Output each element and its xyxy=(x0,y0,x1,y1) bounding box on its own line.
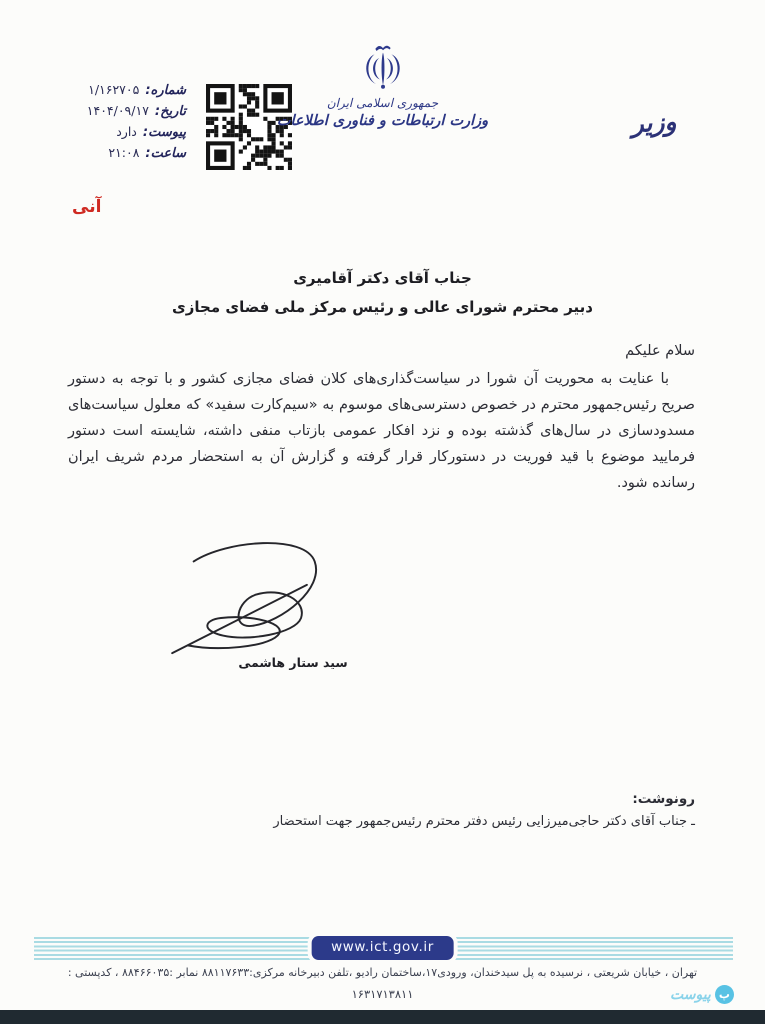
meta-row-attachment xyxy=(48,124,186,140)
body-paragraph: با عنایت به محوریت آن شورا در سیاست‌گذاری‌های کلان فضای مجازی کشور و با توجه به دستور صریح رئیس‌جمهور محترم در خصوص دسترسی‌های موسوم به «سیم‌کارت سفید» که معلول سیاست‌های مسدودسازی در سال‌های گذشته بوده و نزد افکار عمومی بازتاب منفی داشته، شایسته است دستور فرمایید موضوع با قید فوریت در دستورکار قرار گرفته و گزارش آن به استحضار مردم شریف ایران رسانده شود. xyxy=(68,371,695,491)
recipient-title: دبیر محترم شورای عالی و رئیس مرکز ملی فضای مجازی xyxy=(172,298,593,316)
date-label: تاریخ: xyxy=(154,104,186,119)
peivast-logo-icon: پ xyxy=(715,985,734,1004)
attachment-value: دارد xyxy=(116,124,137,139)
salutation: سلام علیکم xyxy=(625,343,695,359)
attachment-label: پیوست: xyxy=(142,125,186,140)
peivast-watermark xyxy=(670,985,734,1004)
iran-emblem-icon xyxy=(360,42,406,94)
meta-row-number xyxy=(48,82,186,98)
handwritten-signature xyxy=(152,538,370,660)
number-value: ۱/۱۶۲۷۰۵ xyxy=(88,82,140,97)
meta-row-date xyxy=(48,103,186,119)
ministry-name: وزارت ارتباطات و فناوری اطلاعات xyxy=(276,113,489,129)
postal-code: ۱۶۳۱۷۱۳۸۱۱ xyxy=(351,987,414,1001)
address-line: تهران ، خیابان شریعتی ، نرسیده به پل سیدخندان، ورودی۱۷،ساختمان رادیو ،تلفن دبیرخانه مرکزی:۸۸۱۱۷۶۳۳ نمابر :۸۸۴۶۶۰۳۵ ، کدپستی : xyxy=(67,966,698,979)
time-value: ۲۱:۰۸ xyxy=(108,145,140,160)
cc-item: ـ جناب آقای دکتر حاجی‌میرزایی رئیس دفتر محترم رئیس‌جمهور جهت استحضار xyxy=(273,814,695,829)
bottom-band xyxy=(0,1010,765,1024)
recipient-name: جناب آقای دکتر آقامیری xyxy=(293,269,472,287)
number-label: شماره: xyxy=(145,83,186,98)
meta-row-time xyxy=(48,145,186,161)
date-value: ۱۴۰۴/۰۹/۱۷ xyxy=(86,103,149,118)
minister-title: وزیر xyxy=(630,106,678,139)
letter-body xyxy=(68,338,695,496)
peivast-wordmark: پیوست xyxy=(670,986,711,1003)
website-link[interactable]: www.ict.gov.ir xyxy=(311,936,454,960)
letterhead xyxy=(233,42,533,129)
country-name: جمهوری اسلامی ایران xyxy=(326,96,439,110)
recipient-block xyxy=(0,269,765,316)
letter-meta-block xyxy=(48,82,186,166)
signatory-name: سید ستار هاشمی xyxy=(238,655,348,670)
cc-label: رونوشت: xyxy=(632,791,695,807)
time-label: ساعت: xyxy=(145,146,186,161)
priority-stamp: آنی xyxy=(72,197,102,217)
cc-block xyxy=(70,791,695,829)
